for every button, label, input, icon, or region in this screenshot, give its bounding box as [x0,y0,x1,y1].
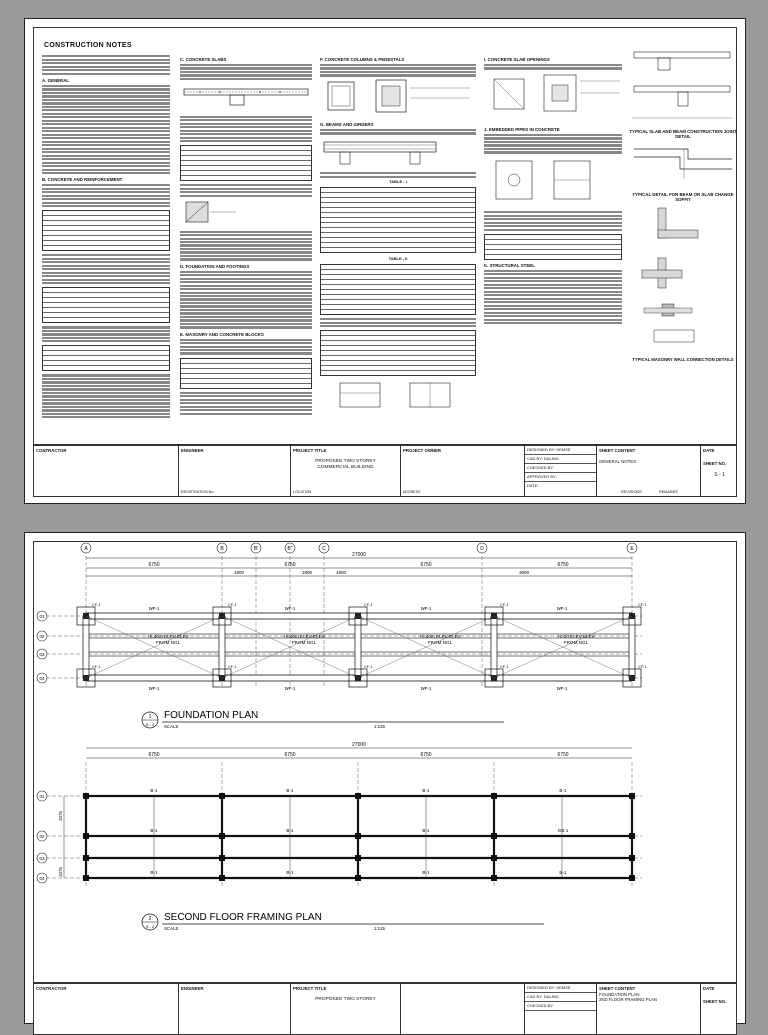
table-ii [320,264,476,315]
grid-label: B' [253,546,259,552]
notes-title: CONSTRUCTION NOTES [44,42,132,49]
grid-label: D [480,546,484,552]
dim-bay: 6750 [148,562,160,568]
elevation-label: +0.40m ELEV ELEV [147,634,189,639]
sheet-number: S - 1 [714,472,725,478]
column-footing-label: CF-1 [364,603,373,607]
table-i-title: TABLE - I [389,179,407,185]
beam-soffit-caption: TYPICAL DETAIL FOR BEAM OR SLAB CHANGE SOFFIT [632,192,734,202]
sheet-content-cell-2: SHEET CONTENT FOUNDATION PLAN 2ND FLOOR FRAMING PLAN [597,984,701,1034]
column [491,793,497,799]
engineer-cell-2: ENGINEER [179,984,291,1034]
elevation-label: FROM NGL [291,640,317,645]
grid-label: 04 [39,675,45,681]
dim-bay: 6750 [557,752,569,758]
section-columns: F. CONCRETE COLUMNS & PEDESTALS [320,57,405,62]
column [219,793,225,799]
beam-label: B-1 [150,788,158,793]
dim-bay: 6750 [557,562,569,568]
plan-title: FOUNDATION PLAN [164,710,259,721]
plan-ref: S - 2 [145,924,155,929]
dim-sub: 1800 [301,570,313,575]
beam-label: B-1 [150,870,158,875]
notes-column-4 [484,54,622,326]
notes-column-2 [180,54,312,416]
beam-soffit-detail [628,139,738,187]
dim-sub: 1800 [335,570,347,575]
column [491,833,497,839]
concrete-strength-table [42,210,170,251]
details-column [628,46,738,362]
column-footing-label: CF-1 [92,603,101,607]
column [629,833,635,839]
column [629,793,635,799]
elevation-label: FROM NGL [563,640,589,645]
column-footing-label: CF-1 [638,665,647,669]
section-structural-steel: K. STRUCTURAL STEEL [484,262,535,268]
side-dim: 3375 [58,811,63,821]
design-credits-cell: DESIGNED BY: DEMSE CAD BY: DALING CHECKED BY: APPROVED BY: DATE: [525,446,597,496]
column [83,875,89,881]
plan-scale-label: SCALE [164,724,179,729]
dim-bay: 6750 [420,752,432,758]
cover-table [42,287,170,323]
column-footing-label: CF-1 [364,665,373,669]
contractor-cell: CONTRACTOR [34,446,179,496]
plan-ref: S - 2 [145,722,155,727]
project-title-cell-2: PROJECT TITLE PROPOSED TWO STOREY [291,984,401,1034]
grid-label: 02 [39,633,45,639]
masonry-caption: TYPICAL MASONRY WALL CONNECTION DETAILS [632,357,734,362]
plan-number: 2 [148,916,152,922]
dim-sub: 1800 [233,570,245,575]
plans-drawing [34,542,738,986]
column-footing-label: CF-1 [92,665,101,669]
title-block-2 [33,983,737,1035]
project-title-cell: PROJECT TITLE PROPOSED TWO STOREY COMMERCIAL BUILDING LOCATION [291,446,401,496]
column-footing-label: CF-1 [500,665,509,669]
drawing-frame-2 [33,541,737,983]
section-embedded-pipes: J. EMBEDDED PIPES IN CONCRETE [484,126,560,132]
dim-total: 27000 [352,742,366,748]
beam-label: B-1 [286,788,294,793]
grid-label: C [322,546,326,552]
opening-detail-drawing [484,71,622,119]
beam-label: B-1 [422,870,430,875]
wall-footing-label: WF-1 [556,606,568,611]
dim-bay: 6750 [284,752,296,758]
notes-column-1 [42,54,170,420]
grid-label: 01 [39,793,45,799]
slab-table [180,145,312,181]
wall-footing-label: WF-1 [420,686,432,691]
column [219,855,225,861]
plan-title: SECOND FLOOR FRAMING PLAN [164,912,322,923]
elevation-label: +0.20 ELEV ELEV [557,634,595,639]
column [219,875,225,881]
column [491,855,497,861]
elevation-label: +0.40m ELEV ELEV [419,634,461,639]
grid-label: 04 [39,875,45,881]
project-name-line-1: PROPOSED TWO STOREY [315,459,376,464]
project-owner-cell-2 [401,984,525,1034]
sheet-general-notes [24,18,746,504]
column [629,855,635,861]
contractor-cell-2: CONTRACTOR [34,984,179,1034]
beam-label: B-1 [286,870,294,875]
beam-label: GB-1 [557,828,569,833]
section-masonry: E. MASONRY AND CONCRETE BLOCKS [180,331,264,337]
elevation-label: FROM NGL [427,640,453,645]
grid-label: 03 [39,855,45,861]
beam-label: B-1 [422,788,430,793]
pipe-detail-drawing [484,155,622,205]
section-concrete: B. CONCRETE AND REINFORCEMENT [42,177,123,183]
design-credits-cell-2: DESIGNED BY: DEMSE CAD BY: DALING CHECKED BY: [525,984,597,1034]
corner-bar-detail [180,198,240,224]
section-slabs: C. CONCRETE SLABS [180,57,227,62]
grid-label: B'' [287,546,293,552]
intro-text [42,55,170,75]
plan-number: 1 [148,714,152,720]
beam-table [320,330,476,376]
plan-scale: 1:125 [374,724,385,729]
column-detail-drawing [320,78,476,114]
wall-footing-label: WF-1 [284,606,296,611]
beam-label: B-1 [286,828,294,833]
sheet-number-cell: DATE SHEET NO. S - 1 [701,446,738,496]
column [83,855,89,861]
sheet-number-cell-2: DATE SHEET NO. [703,986,727,1004]
project-name-line-2: COMMERCIAL BUILDING [317,465,374,470]
second-floor-plan [37,742,642,931]
drawing-frame [33,27,737,445]
section-foundation: D. FOUNDATION AND FOOTINGS [180,263,250,269]
slab-joint-caption: TYPICAL SLAB AND BEAM CONSTRUCTION JOINT DETAIL [629,129,737,139]
grid-label: A [84,546,88,552]
section-beams: G. BEAMS AND GIRDERS [320,121,374,127]
column [355,833,361,839]
wall-footing-label: WF-1 [284,686,296,691]
sheet-content-value: GENERAL NOTES [599,459,637,464]
plan-scale-label: SCALE [164,926,179,931]
sheet-plans [24,532,746,1024]
elevation-label: FROM NGL [155,640,181,645]
dim-bay: 6750 [284,562,296,568]
column [355,875,361,881]
grid-label: B [220,546,224,552]
column-footing-label: CF-1 [228,665,237,669]
grid-label: E [630,546,634,552]
dim-total: 27000 [352,552,366,558]
beam-label: B-1 [559,870,567,875]
beam-label: B-1 [559,788,567,793]
side-dim: 3375 [58,867,63,877]
section-general: A. GENERAL [42,77,70,83]
column-footing-label: CF-1 [228,603,237,607]
beam-label: B-1 [422,828,430,833]
table-ii-title: TABLE - II [388,256,408,262]
masonry-connection-details [628,202,738,352]
sheet-content-cell: SHEET CONTENT GENERAL NOTES REVISIONS REMARKS [597,446,701,496]
beam-detail-drawing [320,136,476,166]
dim-bay: 6750 [420,562,432,568]
grid-label: 02 [39,833,45,839]
lintel-detail-drawing [320,379,476,411]
project-owner-cell: PROJECT OWNER ADDRESS [401,446,525,496]
title-block [33,445,737,497]
table-i [320,187,476,253]
column [83,833,89,839]
column [355,855,361,861]
section-slab-openings: I. CONCRETE SLAB OPENINGS [484,57,550,62]
notes-column-3 [320,54,476,416]
plan-scale: 1:125 [374,926,385,931]
wall-footing-label: WF-1 [148,686,160,691]
dim-bay: 6750 [148,752,160,758]
column-footing-label: CF-1 [500,603,509,607]
column-footing-label: CF-1 [638,603,647,607]
wall-footing-label: WF-1 [556,686,568,691]
column [355,793,361,799]
grid-label: 01 [39,613,45,619]
column [219,833,225,839]
slab-detail-drawing [180,81,312,109]
pipe-table [484,234,622,260]
column [491,875,497,881]
wall-footing-label: WF-1 [148,606,160,611]
wall-footing-label: WF-1 [420,606,432,611]
foundation-plan [37,543,646,729]
elevation-label: +0.40m ELEV ELEV [283,634,325,639]
engineer-cell: ENGINEER REGISTRATION No.: [179,446,291,496]
lap-table [42,345,170,371]
column [629,875,635,881]
grid-label: 03 [39,651,45,657]
beam-label: B-1 [150,828,158,833]
column [83,793,89,799]
dim-sub: 3600 [518,570,530,575]
masonry-table [180,358,312,389]
slab-joint-detail [628,46,738,124]
